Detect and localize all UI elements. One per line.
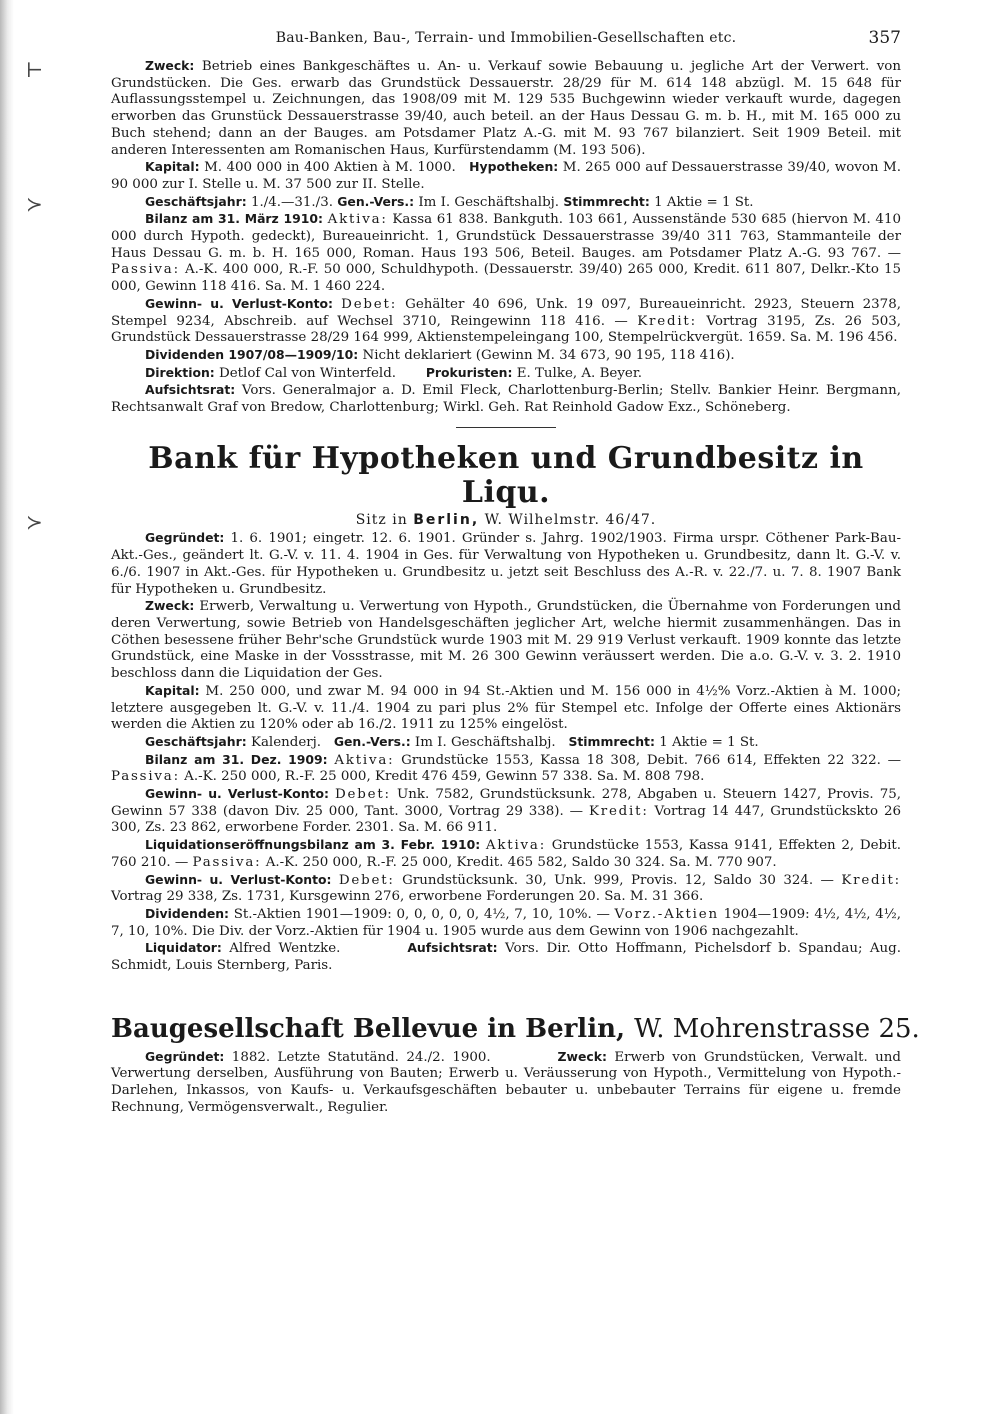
zweck-label: Zweck: [145,58,195,73]
debet-word: Debet: [338,872,395,888]
kredit-text: Vortrag 14 447, Grundstückskto 26 300, Zs. 23 862, erworbene Forder. 2301. Sa. M. 66 911. [111,803,902,836]
running-head-title: Bau-Banken, Bau-, Terrain- und Immobilien-Gesellschaften etc. [275,30,737,46]
zweck-label: Zweck: [145,598,195,614]
aktiva-text: Grundstücke 1553, Kassa 18 308, Debit. 766 614, Effekten 22 322. — [401,752,902,768]
aktiva-word: Aktiva: [334,752,395,768]
document-page [111,28,920,1117]
gv-text: Im I. Geschäftshalbj. [418,194,560,210]
gegruendet-zweck-paragraph [111,1049,901,1117]
passiva-text: A.-K. 400 000, R.-F. 50 000, Schuldhypoth. (Dessauerstr. 39/40) 265 000, Kredit. 611 807, Delkr.-Kto 15 000, Gewinn 118 416. Sa. M. 1 460 224. [111,262,901,295]
guv2-paragraph [111,872,901,906]
sitz-city: Berlin, [413,511,480,528]
aktiva-word: Aktiva: [485,838,547,854]
gj-label: Geschäftsjahr: [145,193,247,209]
liquidationsbilanz-paragraph [111,837,901,871]
gegruendet-label: Gegründet: [145,1048,225,1064]
liquidator-label: Liquidator: [145,940,222,956]
passiva-text: A.-K. 250 000, R.-F. 25 000, Kredit. 465 582, Saldo 30 324. Sa. M. 770 907. [265,854,777,870]
dividenden-paragraph [111,906,901,940]
dividenden-label: Dividenden 1907/08—1909/10: [145,346,359,362]
liquidator-paragraph [111,940,901,974]
geschaeftsjahr-paragraph [111,194,901,212]
zweck-text: Betrieb eines Bankgeschäftes u. An- u. Verkauf sowie Bebauung u. jegliche Art der Verwert. von Grundstücken. Die Ges. erwarb das Grundstück Dessauerstr. 28/29 für M. 614 148 abzügl. M. 15 648 für Auflassungsstempel u. Zeichnungen, das 1908/09 mit M. 129 535 Buchgewinn wieder verkauft wurde, dagegen erworben das Grunstück Dessauerstrasse 39/40, auch beteil. an der Haus Dessau G. m. b. H., mit M. 165 000 zu Buch stehend; dann an der Bauges. am Potsdamer Platz A.-G. mit M. 93 767 bilanziert. Seit 1909 Beteil. mit anderen Interessenten am Romanischen Haus, Kurfürstendamm (M. 193 506). [111,59,901,158]
kredit-word: Kredit: [841,872,901,888]
page-number: 357 [868,28,901,48]
prokuristen-label: Prokuristen: [425,364,513,380]
gj-text: 1./4.—31./3. [250,194,333,210]
kapital-text: M. 250 000, und zwar M. 94 000 in 94 St.-Aktien und M. 156 000 in 4½% Vorz.-Aktien à M. 1000; letztere ausgegeben lt. G.-V. v. 11./4. 1904 zu pari plus 2% für Stempel etc. Infolge der Offerte eines Aktionärs werden die Aktien zu 120% oder ab 16./2. 1911 zu 125% eingelöst. [111,683,901,733]
liquidator-text: Alfred Wentzke. [229,941,341,957]
zweck-text: Erwerb, Verwaltung u. Verwertung von Hypoth., Grundstücken, die Übernahme von Forderungen und deren Verwertung, sowie Betrieb von Handelsgeschäften jeglicher Art, welche hiermit zusammenhängen. Das in Cöthen besessene früher Behr'sche Grundstück wurde 1903 mit M. 29 919 Verlust verkauft. 1909 konnte das letzte Grundstück, eine Maske in der Vossstrasse, mit M. 26 300 Gewinn veräussert werden. Die a.o. G.-V. v. 3. 2. 1910 beschloss dann die Liquidation der Ges. [111,599,901,682]
stimmrecht-label: Stimmrecht: [568,733,655,749]
guv-paragraph [111,296,901,347]
guv2-label: Gewinn- u. Verlust-Konto: [145,871,332,887]
dividenden-paragraph [111,347,901,365]
aufsichtsrat-paragraph [111,382,901,416]
kredit-word: Kredit: [637,313,697,329]
gj-text: Kalenderj. [250,734,322,750]
debet-text: Gehälter 40 696, Unk. 19 097, Bureaueinricht. 2923, Steuern 2378, Stempel 9234, Abschreib. auf Wechsel 3710, Reingewinn 118 416. — [111,296,901,329]
zweck-label: Zweck: [557,1048,607,1064]
direktion-paragraph [111,365,901,383]
hypotheken-text: M. 265 000 auf Dessauerstrasse 39/40, wovon M. 90 000 zur I. Stelle u. M. 37 500 zur II. Stelle. [111,160,901,192]
dividenden-text-2: 1904—1909: 4½, 4½, 4½, 7, 10, 10%. Die Div. der Vorz.-Aktien für 1904 u. 1905 wurde aus dem Gewinn von 1906 nachgezahlt. [111,906,901,939]
sitz-line [111,512,901,529]
company-heading: Bank für Hypotheken und Grundbesitz in Liqu. [148,440,864,510]
kredit-word: Kredit: [588,803,649,819]
gegruendet-text: 1. 6. 1901; eingetr. 12. 6. 1901. Gründer s. Jahrg. 1902/1903. Firma urspr. Cöthener Park-Bau-Akt.-Ges., geändert lt. G.-V. v. 11. 4. 1904 in Ges. für Verwaltung von Hypotheken u. Grundbesitz, dann lt. G.-V. v. 6./6. 1907 in Akt.-Ges. für Hypotheken u. Grundbesitz u. jetzt seit Beschluss des A.-R. v. 22./7. u. 7. 8. 1907 Bank für Hypotheken u. Grundbesitz. [111,531,901,597]
section-divider [456,427,556,428]
debet-text: Grundstücksunk. 30, Unk. 999, Provis. 12, Saldo 30 324. — [402,872,834,888]
company-heading-address: W. Mohrenstrasse 25. [634,1013,920,1044]
margin-mark: ≻ [26,192,43,216]
guv-label: Gewinn- u. Verlust-Konto: [145,786,329,802]
aktiva-text: Grundstücke 1553, Kassa 9141, Effekten 2, Debit. 760 210. — [111,838,901,870]
dividenden-label: Dividenden: [145,905,229,921]
zweck-paragraph [111,58,901,159]
debet-word: Debet: [335,787,391,803]
hypotheken-label: Hypotheken: [469,159,559,175]
scan-binding-edge [0,0,14,1414]
gj-label: Geschäftsjahr: [145,733,247,749]
section-gap [111,975,901,1013]
zweck-paragraph [111,598,901,683]
aktiva-word: Aktiva: [327,212,388,228]
gegruendet-label: Gegründet: [145,530,225,546]
margin-mark: ≻ [26,510,43,534]
aktiva-text: Kassa 61 838. Bankguth. 103 661, Aussenstände 530 685 (hiervon M. 410 000 durch Hypoth. gedeckt), Bureaueinricht. 1, Grundstück Dessauerstrasse 39/40 311 763, Stammanteile der Haus Dessau G. m. b. H. 165 000, Roman. Haus 193 506, Beteil. Bauges. am Potsdamer Platz A.-G. 93 767. — [111,212,901,261]
gegruendet-paragraph [111,530,901,598]
bilanz-label: Bilanz am 31. März 1910: [145,211,323,227]
sitz-address: W. Wilhelmstr. 46/47. [484,511,657,528]
stimmrecht-text: 1 Aktie = 1 St. [659,734,759,750]
aufsichtsrat-label: Aufsichtsrat: [407,940,498,956]
geschaeftsjahr-paragraph [111,734,901,752]
stimmrecht-label: Stimmrecht: [563,193,650,209]
running-head [111,30,901,58]
liquidationsbilanz-label: Liquidationseröffnungsbilanz am 3. Febr. 1910: [145,837,481,853]
margin-mark: ⊢ [26,58,44,82]
entry-1 [111,58,901,417]
prokuristen-text: E. Tulke, A. Beyer. [516,365,643,381]
passiva-word: Passiva: [111,769,180,785]
kapital-text: M. 400 000 in 400 Aktien à M. 1000. [204,160,456,176]
kapital-paragraph [111,159,901,193]
vorz-aktien-word: Vorz.-Aktien [614,906,719,922]
guv-label: Gewinn- u. Verlust-Konto: [145,295,334,311]
bilanz-paragraph [111,752,901,786]
entry-2 [111,442,901,975]
direktion-text: Detlof Cal von Winterfeld. [219,365,397,381]
passiva-text: A.-K. 250 000, R.-F. 25 000, Kredit 476 459, Gewinn 57 338. Sa. M. 808 798. [184,769,705,785]
company-heading [111,1013,920,1045]
sitz-prefix: Sitz in [355,511,408,528]
gv-label: Gen.-Vers.: [333,733,411,749]
stimmrecht-text: 1 Aktie = 1 St. [654,194,754,210]
debet-text: Unk. 7582, Grundstücksunk. 278, Abgaben u. Steuern 1427, Provis. 75, Gewinn 57 338 (davon Div. 25 000, Tant. 3000, Vortrag 29 338). — [111,787,901,819]
entry-3 [111,1013,920,1117]
debet-word: Debet: [341,296,398,312]
aufsichtsrat-text: Vors. Generalmajor a. D. Emil Fleck, Charlottenburg-Berlin; Stellv. Bankier Heinr. Bergmann, Rechtsanwalt Graf von Bredow, Charlottenburg; Wirkl. Geh. Rat Reinhold Gadow Exz., Schöneberg. [111,383,901,416]
gv-label: Gen.-Vers.: [337,193,415,209]
aufsichtsrat-label: Aufsichtsrat: [145,382,236,398]
kredit-text: Vortrag 29 338, Zs. 1731, Kursgewinn 276, erworbene Forderungen 20. Sa. M. 31 366. [111,889,704,905]
aufsichtsrat-text: Vors. Dir. Otto Hoffmann, Pichelsdorf b. Spandau; Aug. Schmidt, Louis Sternberg, Paris. [111,941,902,974]
kapital-label: Kapital: [145,682,200,698]
dividenden-text: Nicht deklariert (Gewinn M. 34 673, 90 195, 118 416). [362,347,735,363]
passiva-word: Passiva: [192,854,262,870]
company-heading-main: Baugesellschaft Bellevue in Berlin, [111,1013,626,1044]
gv-text: Im I. Geschäftshalbj. [414,734,556,750]
guv-paragraph [111,786,901,837]
kapital-label: Kapital: [145,159,200,175]
kredit-text: Vortrag 3195, Zs. 26 503, Grundstück Dessauerstrasse 28/29 164 999, Aktienstempeleingang 100, Stempelrückvergüt. 1659. Sa. M. 196 456. [111,313,902,346]
dividenden-text: St.-Aktien 1901—1909: 0, 0, 0, 0, 0, 4½, 7, 10, 10%. — [233,906,610,922]
bilanz-label: Bilanz am 31. Dez. 1909: [145,751,328,767]
kapital-paragraph [111,683,901,734]
passiva-word: Passiva: [111,262,180,278]
bilanz-paragraph [111,211,901,296]
gegruendet-text: 1882. Letzte Statutänd. 24./2. 1900. [231,1049,491,1065]
direktion-label: Direktion: [145,364,215,380]
zweck-text: Erwerb von Grundstücken, Verwalt. und Verwertung derselben, Ausführung von Bauten; Erwerb u. Veräusserung von Hypoth., Vermittelung von Hypoth.-Darlehen, Inkassos, von Kaufs- u. Verkaufsgeschäften bebauter u. unbebauter Terrains für eigene u. fremde Rechnung, Vermögensverwalt., Regulier. [111,1049,902,1115]
